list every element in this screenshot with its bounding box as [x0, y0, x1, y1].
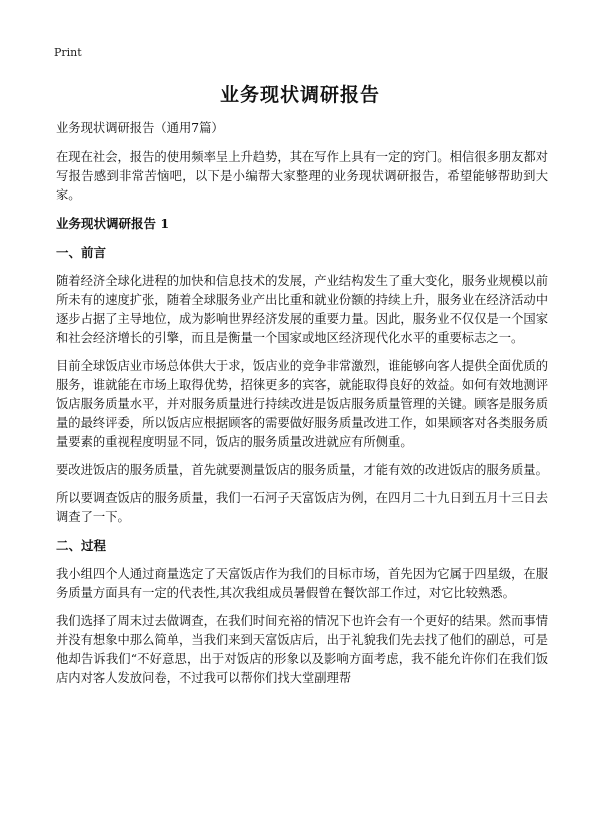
paragraph: 我小组四个人通过商量选定了天富饭店作为我们的目标市场，首先因为它属于四星级，在服务质量方面具有一定的代表性,其次我组成员暑假曾在餐饮部工作过，对它比较熟悉。	[56, 567, 548, 600]
document-body	[56, 119, 548, 697]
paragraph: 目前全球饭店业市场总体供大于求，饭店业的竞争非常激烈，谁能够向客人提供全面优质的服务，谁就能在市场上取得优势，招徕更多的宾客，就能取得良好的效益。如何有效地测评饭店服务质量水平，并对服务质量进行持续改进是饭店服务质量管理的关键。顾客是服务质量的最终评委，所以饭店应根据顾客的需要做好服务质量改进工作，如果顾客对各类服务质量要素的重视程度明显不同，饭店的服务质量改进就应有所侧重。	[56, 359, 548, 449]
paragraph: 我们选择了周末过去做调查，在我们时间充裕的情况下也许会有一个更好的结果。然而事情并没有想象中那么简单，当我们来到天富饭店后，出于礼貌我们先去找了他们的副总，可是他却告诉我们“不好意思，出于对饭店的形象以及影响方面考虑，我不能允许你们在我们饭店内对客人发放问卷，不过我可以帮你们找大堂副理帮	[56, 614, 548, 685]
subtitle: 业务现状调研报告（通用7篇）	[56, 121, 224, 135]
section-heading-process: 二、过程	[56, 538, 107, 553]
paragraph: 要改进饭店的服务质量，首先就要测量饭店的服务质量，才能有效的改进饭店的服务质量。	[56, 463, 548, 477]
paragraph: 随着经济全球化进程的加快和信息技术的发展，产业结构发生了重大变化，服务业规模以前所未有的速度扩张，随着全球服务业产出比重和就业份额的持续上升，服务业在经济活动中逐步占据了主导地位，成为影响世界经济发展的重要力量。因此，服务业不仅仅是一个国家和社会经济增长的引擎，而且是衡量一个国家或地区经济现代化水平的重要标志之一。	[56, 274, 548, 345]
intro-paragraph: 在现在社会，报告的使用频率呈上升趋势，其在写作上具有一定的窍门。相信很多朋友都对写报告感到非常苦恼吧，以下是小编帮大家整理的业务现状调研报告，希望能够帮助到大家。	[56, 150, 548, 202]
paragraph: 所以要调查饭店的服务质量，我们一石河子天富饭店为例，在四月二十九日到五月十三日去调查了一下。	[56, 491, 548, 524]
page-title: 业务现状调研报告	[219, 84, 380, 106]
section-heading-preface: 一、前言	[56, 245, 107, 260]
print-label[interactable]: Print	[54, 46, 82, 59]
report-heading: 业务现状调研报告 1	[56, 216, 170, 231]
